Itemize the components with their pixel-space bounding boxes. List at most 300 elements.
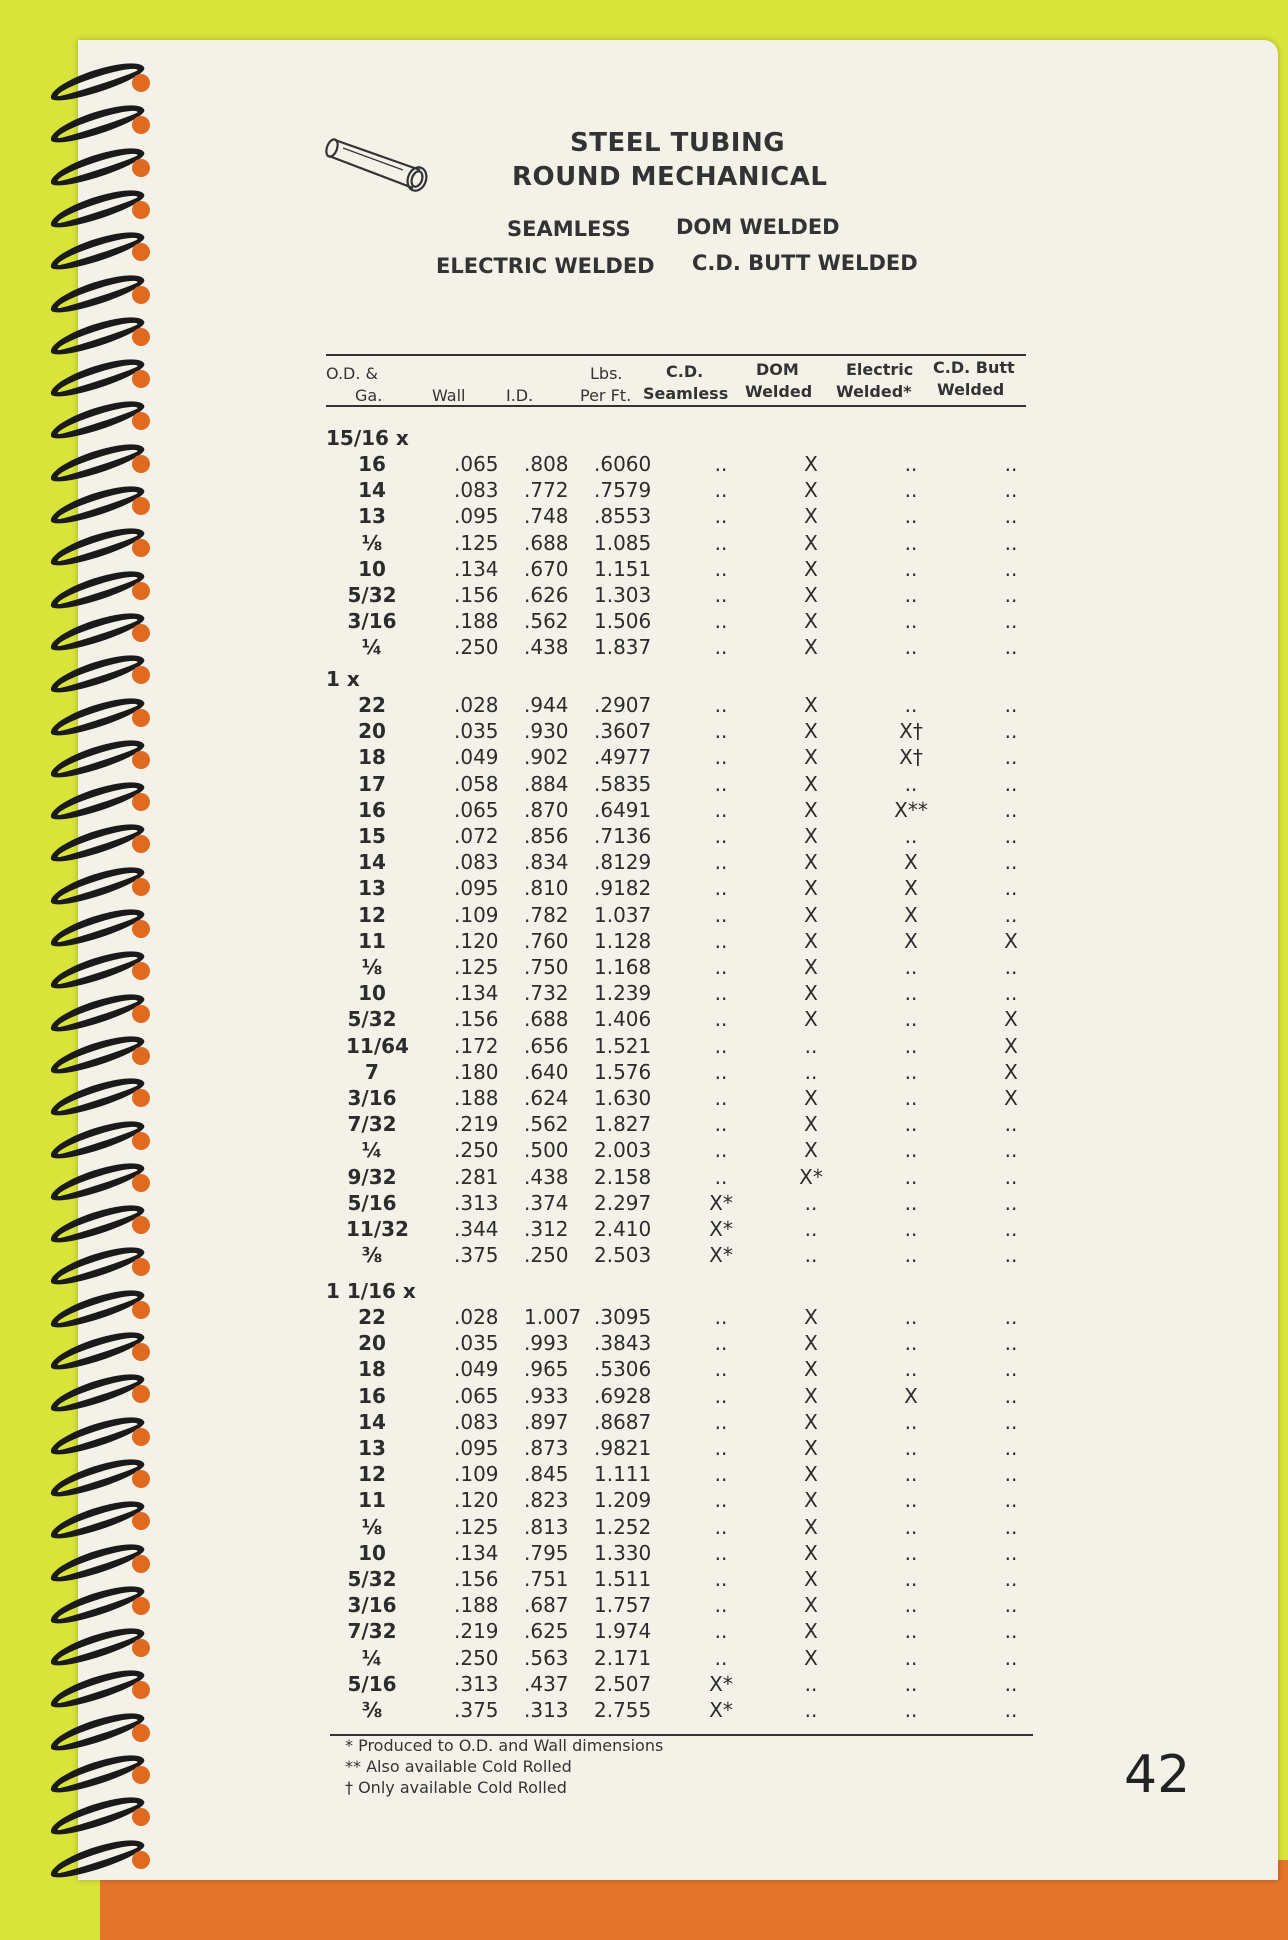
cell-cd-butt-welded: .. [1004, 719, 1018, 744]
cell-dom-welded: X [804, 1567, 818, 1591]
cell-lbs-per-ft: 1.168 [594, 955, 652, 979]
cell-electric-welded: .. [904, 1671, 918, 1696]
cell-cd-seamless: .. [714, 556, 728, 581]
cell-electric-welded: .. [904, 1243, 918, 1268]
table-row [346, 1007, 1066, 1033]
cell-electric-welded: X [904, 850, 918, 875]
cell-gauge: 5/32 [347, 583, 397, 607]
cell-gauge: 13 [358, 876, 386, 901]
cell-id: .823 [524, 1488, 569, 1513]
cell-id: .688 [524, 1007, 569, 1032]
table-row [346, 1436, 1066, 1462]
table-row [346, 1698, 1066, 1724]
cell-lbs-per-ft: 2.297 [594, 1190, 652, 1215]
cell-lbs-per-ft: .3843 [594, 1331, 652, 1356]
table-row [346, 531, 1066, 557]
cell-cd-butt-welded: .. [1004, 1671, 1018, 1696]
cell-lbs-per-ft: 2.158 [594, 1164, 652, 1189]
cell-id: .500 [524, 1138, 569, 1163]
cell-cd-butt-welded: .. [1004, 745, 1018, 770]
cell-gauge: 14 [358, 850, 386, 875]
cell-lbs-per-ft: .5306 [594, 1357, 652, 1382]
cell-id: .670 [524, 556, 569, 581]
table-row [346, 745, 1066, 771]
cell-wall: .072 [454, 824, 499, 848]
cell-electric-welded: .. [904, 1436, 918, 1460]
cell-lbs-per-ft: 2.503 [594, 1243, 652, 1268]
cell-cd-seamless: .. [714, 876, 728, 901]
cell-wall: .028 [454, 693, 499, 717]
cell-cd-butt-welded: .. [1004, 1190, 1018, 1215]
cell-cd-seamless: X* [709, 1671, 733, 1696]
cell-gauge: 16 [358, 1383, 386, 1408]
cell-cd-seamless: .. [714, 530, 728, 555]
table-row [346, 1165, 1066, 1191]
cell-gauge: 11 [358, 1488, 386, 1513]
cell-gauge: 7 [365, 1059, 379, 1084]
cell-gauge: ¼ [361, 1138, 383, 1163]
cell-cd-butt-welded: .. [1004, 635, 1018, 660]
cell-electric-welded: X [904, 902, 918, 927]
cell-gauge: 11 [358, 928, 386, 953]
cell-cd-seamless: .. [714, 955, 728, 979]
cell-cd-seamless: X* [709, 1217, 733, 1241]
cell-cd-seamless: .. [714, 797, 728, 822]
cell-electric-welded: .. [904, 583, 918, 607]
cell-gauge: 22 [358, 1305, 386, 1329]
cell-cd-butt-welded: .. [1004, 452, 1018, 476]
cell-dom-welded: X [804, 693, 818, 717]
cell-id: .933 [524, 1383, 569, 1408]
cell-gauge: 14 [358, 1409, 386, 1434]
cell-gauge: 5/16 [347, 1671, 397, 1696]
table-row [346, 635, 1066, 661]
cell-electric-welded: .. [904, 1462, 918, 1487]
cell-dom-welded: X [804, 1138, 818, 1163]
col-cd-seamless-line2: Seamless [643, 384, 729, 403]
cell-cd-butt-welded: .. [1004, 1409, 1018, 1434]
cell-cd-butt-welded: .. [1004, 1567, 1018, 1591]
cell-cd-seamless: .. [714, 1567, 728, 1591]
cell-gauge: 16 [358, 452, 386, 476]
cell-electric-welded: .. [904, 635, 918, 660]
cell-cd-seamless: .. [714, 824, 728, 848]
cell-id: .810 [524, 876, 569, 901]
cell-cd-butt-welded: X [1004, 1086, 1018, 1110]
cell-cd-seamless: .. [714, 1462, 728, 1487]
cell-dom-welded: X [804, 824, 818, 848]
cell-cd-seamless: .. [714, 452, 728, 476]
cell-dom-welded: X [804, 583, 818, 607]
cell-lbs-per-ft: 1.085 [594, 530, 652, 555]
cell-gauge: 12 [358, 902, 386, 927]
cell-electric-welded: .. [904, 693, 918, 717]
cell-cd-butt-welded: .. [1004, 530, 1018, 555]
cell-id: .562 [524, 609, 569, 634]
cell-lbs-per-ft: .6928 [594, 1383, 652, 1408]
table-row [346, 609, 1066, 635]
cell-cd-seamless: .. [714, 609, 728, 634]
cell-id: .760 [524, 928, 569, 953]
cell-electric-welded: .. [904, 1514, 918, 1539]
cell-electric-welded: .. [904, 1305, 918, 1329]
type-seamless: SEAMLESS [507, 217, 631, 241]
table-row [346, 1191, 1066, 1217]
cell-electric-welded: X [904, 928, 918, 953]
cell-id: .250 [524, 1243, 569, 1268]
cell-id: .944 [524, 693, 569, 717]
col-electric-line2: Welded* [836, 382, 912, 401]
cell-id: .965 [524, 1357, 569, 1382]
cell-gauge: 13 [358, 1436, 386, 1460]
cell-cd-butt-welded: .. [1004, 1645, 1018, 1670]
cell-cd-seamless: .. [714, 1488, 728, 1513]
cell-lbs-per-ft: 1.209 [594, 1488, 652, 1513]
cell-electric-welded: .. [904, 452, 918, 476]
cell-id: .772 [524, 478, 569, 503]
cell-wall: .065 [454, 452, 499, 476]
cell-dom-welded: X [804, 530, 818, 555]
cell-cd-butt-welded: .. [1004, 609, 1018, 634]
cell-electric-welded: .. [904, 1164, 918, 1189]
cell-cd-butt-welded: .. [1004, 1540, 1018, 1565]
cell-dom-welded: X [804, 719, 818, 744]
cell-cd-seamless: .. [714, 981, 728, 1006]
cell-dom-welded: X [804, 1488, 818, 1513]
cell-dom-welded: .. [804, 1033, 818, 1058]
cell-cd-seamless: .. [714, 1645, 728, 1670]
cell-electric-welded: .. [904, 1190, 918, 1215]
table-row [346, 1672, 1066, 1698]
cell-cd-seamless: .. [714, 1514, 728, 1539]
cell-dom-welded: X [804, 1305, 818, 1329]
cell-wall: .180 [454, 1059, 499, 1084]
table-row [346, 1384, 1066, 1410]
cell-wall: .125 [454, 1514, 499, 1539]
cell-cd-butt-welded: .. [1004, 850, 1018, 875]
cell-id: .873 [524, 1436, 569, 1460]
cell-dom-welded: X [804, 1514, 818, 1539]
col-wall: Wall [432, 386, 466, 405]
cell-cd-butt-welded: .. [1004, 1305, 1018, 1329]
table-row [346, 981, 1066, 1007]
cell-lbs-per-ft: .6060 [594, 452, 652, 476]
cell-cd-seamless: .. [714, 745, 728, 770]
cell-electric-welded: X [904, 1383, 918, 1408]
cell-cd-seamless: X* [709, 1698, 733, 1722]
cell-cd-butt-welded: .. [1004, 1514, 1018, 1539]
cell-cd-seamless: .. [714, 1331, 728, 1356]
footnotes [345, 1735, 663, 1798]
cell-electric-welded: .. [904, 1112, 918, 1137]
cell-dom-welded: X [804, 1086, 818, 1110]
cell-cd-butt-welded: .. [1004, 1436, 1018, 1460]
cell-wall: .172 [454, 1033, 499, 1058]
cell-dom-welded: .. [804, 1671, 818, 1696]
cell-dom-welded: X [804, 771, 818, 796]
cell-gauge: 9/32 [347, 1164, 397, 1189]
cell-id: .834 [524, 850, 569, 875]
cell-lbs-per-ft: 2.755 [594, 1698, 652, 1722]
cell-dom-welded: X [804, 1462, 818, 1487]
cell-wall: .156 [454, 1007, 499, 1032]
cell-id: .813 [524, 1514, 569, 1539]
cell-wall: .156 [454, 583, 499, 607]
table-row [346, 1060, 1066, 1086]
table-row [346, 478, 1066, 504]
cell-lbs-per-ft: 1.757 [594, 1593, 652, 1618]
col-cd-seamless-line1: C.D. [666, 362, 704, 381]
cell-lbs-per-ft: 1.630 [594, 1086, 652, 1110]
cell-cd-seamless: .. [714, 1305, 728, 1329]
cell-dom-welded: X [804, 1436, 818, 1460]
cell-cd-butt-welded: .. [1004, 771, 1018, 796]
cell-dom-welded: X [804, 876, 818, 901]
cell-wall: .250 [454, 635, 499, 660]
cell-id: .902 [524, 745, 569, 770]
cell-cd-seamless: .. [714, 1164, 728, 1189]
table-row [346, 1357, 1066, 1383]
cell-id: .897 [524, 1409, 569, 1434]
cell-electric-welded: .. [904, 1488, 918, 1513]
size-group-label: 1 1/16 x [326, 1279, 416, 1303]
cell-dom-welded: X [804, 955, 818, 979]
cell-id: .437 [524, 1671, 569, 1696]
cell-wall: .134 [454, 981, 499, 1006]
cell-electric-welded: .. [904, 1007, 918, 1032]
cell-dom-welded: .. [804, 1217, 818, 1241]
cell-cd-butt-welded: .. [1004, 583, 1018, 607]
cell-gauge: 10 [358, 556, 386, 581]
cell-electric-welded: .. [904, 1619, 918, 1644]
cell-id: .750 [524, 955, 569, 979]
table-row [346, 1217, 1066, 1243]
cell-dom-welded: X [804, 452, 818, 476]
cell-gauge: 20 [358, 719, 386, 744]
cell-id: .751 [524, 1567, 569, 1591]
cell-gauge: 11/64 [346, 1033, 409, 1058]
cell-lbs-per-ft: 2.003 [594, 1138, 652, 1163]
cell-wall: .120 [454, 1488, 499, 1513]
cell-electric-welded: .. [904, 504, 918, 529]
cell-dom-welded: X [804, 1007, 818, 1032]
cell-lbs-per-ft: .5835 [594, 771, 652, 796]
cell-lbs-per-ft: .8129 [594, 850, 652, 875]
cell-lbs-per-ft: 1.576 [594, 1059, 652, 1084]
cell-wall: .083 [454, 478, 499, 503]
table-row [346, 876, 1066, 902]
cell-lbs-per-ft: .8687 [594, 1409, 652, 1434]
cell-id: .626 [524, 583, 569, 607]
cell-dom-welded: X [804, 1409, 818, 1434]
cell-cd-seamless: .. [714, 1007, 728, 1032]
table-row [346, 1138, 1066, 1164]
cell-electric-welded: .. [904, 1086, 918, 1110]
cell-cd-seamless: .. [714, 928, 728, 953]
cell-id: .688 [524, 530, 569, 555]
table-row [346, 772, 1066, 798]
cell-dom-welded: X [804, 745, 818, 770]
cell-lbs-per-ft: 1.151 [594, 556, 652, 581]
cell-gauge: 3/16 [347, 609, 397, 634]
cell-cd-butt-welded: X [1004, 1059, 1018, 1084]
cell-gauge: 7/32 [347, 1619, 397, 1644]
cell-id: .624 [524, 1086, 569, 1110]
cell-lbs-per-ft: .9821 [594, 1436, 652, 1460]
cell-cd-seamless: X* [709, 1243, 733, 1268]
cell-wall: .134 [454, 1540, 499, 1565]
cell-id: .930 [524, 719, 569, 744]
cell-cd-butt-welded: .. [1004, 1217, 1018, 1241]
cell-lbs-per-ft: 1.521 [594, 1033, 652, 1058]
cell-lbs-per-ft: .9182 [594, 876, 652, 901]
cell-cd-seamless: .. [714, 1540, 728, 1565]
page-title: STEEL TUBING [570, 128, 786, 158]
cell-dom-welded: X [804, 902, 818, 927]
cell-gauge: 18 [358, 745, 386, 770]
cell-wall: .313 [454, 1671, 499, 1696]
cell-dom-welded: .. [804, 1190, 818, 1215]
cell-cd-butt-welded: X [1004, 1007, 1018, 1032]
cell-id: .313 [524, 1698, 569, 1722]
cell-cd-butt-welded: X [1004, 1033, 1018, 1058]
cell-wall: .095 [454, 504, 499, 529]
cell-cd-seamless: .. [714, 771, 728, 796]
cell-dom-welded: X [804, 928, 818, 953]
cell-dom-welded: .. [804, 1243, 818, 1268]
type-electric-welded: ELECTRIC WELDED [436, 254, 655, 278]
cell-cd-butt-welded: .. [1004, 1462, 1018, 1487]
cell-id: .993 [524, 1331, 569, 1356]
cell-lbs-per-ft: 1.406 [594, 1007, 652, 1032]
cell-wall: .344 [454, 1217, 499, 1241]
table-row [346, 903, 1066, 929]
cell-wall: .065 [454, 797, 499, 822]
col-butt-line2: Welded [937, 380, 1005, 399]
table-row [346, 798, 1066, 824]
cell-id: .884 [524, 771, 569, 796]
cell-dom-welded: X* [799, 1164, 823, 1189]
cell-gauge: 10 [358, 981, 386, 1006]
cell-dom-welded: X [804, 850, 818, 875]
cell-gauge: ⅛ [361, 955, 383, 979]
cell-id: .656 [524, 1033, 569, 1058]
cell-wall: .035 [454, 719, 499, 744]
table-row [346, 1488, 1066, 1514]
cell-dom-welded: X [804, 1383, 818, 1408]
cell-wall: .188 [454, 1593, 499, 1618]
cell-dom-welded: X [804, 504, 818, 529]
cell-cd-butt-welded: .. [1004, 556, 1018, 581]
cell-dom-welded: X [804, 797, 818, 822]
cell-wall: .125 [454, 530, 499, 555]
cell-dom-welded: X [804, 1645, 818, 1670]
table-row [346, 1410, 1066, 1436]
cell-gauge: 10 [358, 1540, 386, 1565]
cell-cd-butt-welded: .. [1004, 693, 1018, 717]
cell-gauge: ⅛ [361, 1514, 383, 1539]
cell-wall: .035 [454, 1331, 499, 1356]
cell-wall: .375 [454, 1698, 499, 1722]
cell-wall: .095 [454, 876, 499, 901]
cell-electric-welded: .. [904, 1567, 918, 1591]
cell-gauge: 12 [358, 1462, 386, 1487]
cell-electric-welded: .. [904, 981, 918, 1006]
cell-electric-welded: X** [894, 797, 928, 822]
cell-electric-welded: .. [904, 1593, 918, 1618]
cell-cd-butt-welded: X [1004, 928, 1018, 953]
table-row [346, 719, 1066, 745]
cell-lbs-per-ft: 1.037 [594, 902, 652, 927]
col-od-line1: O.D. & [326, 364, 378, 383]
cell-cd-butt-welded: .. [1004, 1357, 1018, 1382]
table-row [346, 1086, 1066, 1112]
cell-cd-seamless: .. [714, 583, 728, 607]
cell-gauge: 22 [358, 693, 386, 717]
cell-electric-welded: .. [904, 1645, 918, 1670]
cell-gauge: 15 [358, 824, 386, 848]
cell-dom-welded: X [804, 609, 818, 634]
header-rule [326, 405, 1026, 407]
cell-lbs-per-ft: .7136 [594, 824, 652, 848]
cell-electric-welded: .. [904, 609, 918, 634]
table-row [346, 1515, 1066, 1541]
cell-wall: .109 [454, 1462, 499, 1487]
cell-lbs-per-ft: 2.171 [594, 1645, 652, 1670]
cell-electric-welded: .. [904, 1357, 918, 1382]
table-row [346, 1243, 1066, 1269]
table-row [346, 955, 1066, 981]
table-row [346, 824, 1066, 850]
cell-cd-seamless: .. [714, 1619, 728, 1644]
cell-cd-butt-welded: .. [1004, 1243, 1018, 1268]
col-butt-line1: C.D. Butt [933, 358, 1015, 377]
cell-id: .438 [524, 635, 569, 660]
footnote-3: † Only available Cold Rolled [345, 1778, 567, 1797]
cell-cd-butt-welded: .. [1004, 824, 1018, 848]
col-lbs-line2: Per Ft. [580, 386, 632, 405]
table-row [346, 452, 1066, 478]
cell-cd-seamless: .. [714, 1593, 728, 1618]
cell-cd-butt-welded: .. [1004, 955, 1018, 979]
table-row [346, 1462, 1066, 1488]
cell-id: .438 [524, 1164, 569, 1189]
cell-electric-welded: .. [904, 1540, 918, 1565]
cell-cd-seamless: .. [714, 1383, 728, 1408]
cell-dom-welded: X [804, 1331, 818, 1356]
cell-wall: .049 [454, 1357, 499, 1382]
cell-lbs-per-ft: 2.507 [594, 1671, 652, 1696]
cell-gauge: ⅜ [361, 1243, 383, 1268]
table-row [346, 1567, 1066, 1593]
cell-gauge: ⅛ [361, 530, 383, 555]
type-dom-welded: DOM WELDED [676, 215, 840, 239]
cell-electric-welded: .. [904, 955, 918, 979]
cell-cd-seamless: X* [709, 1190, 733, 1215]
cell-lbs-per-ft: 1.252 [594, 1514, 652, 1539]
cell-lbs-per-ft: 1.303 [594, 583, 652, 607]
cell-cd-seamless: .. [714, 1059, 728, 1084]
cell-cd-seamless: .. [714, 1409, 728, 1434]
footnote-2: ** Also available Cold Rolled [345, 1757, 572, 1776]
col-electric-line1: Electric [846, 360, 914, 379]
cell-wall: .250 [454, 1138, 499, 1163]
cell-dom-welded: X [804, 1540, 818, 1565]
cell-cd-butt-welded: .. [1004, 1383, 1018, 1408]
cell-electric-welded: .. [904, 556, 918, 581]
cell-wall: .188 [454, 1086, 499, 1110]
cell-cd-butt-welded: .. [1004, 1488, 1018, 1513]
